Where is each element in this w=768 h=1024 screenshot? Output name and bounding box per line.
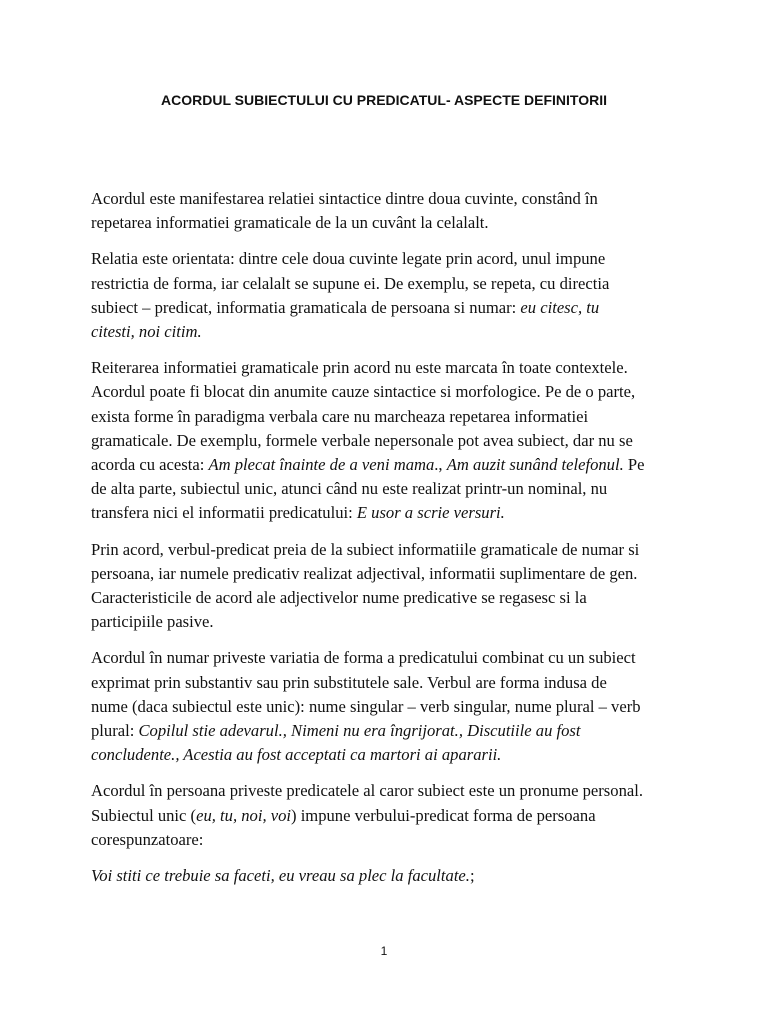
text-run: Acordul în numar priveste variatia de forma a predicatului combinat cu un subiect bbox=[91, 648, 636, 668]
page-number: 1 bbox=[380, 944, 388, 958]
text-run: Prin acord, verbul-predicat preia de la subiect informatiile gramaticale de numar si bbox=[91, 539, 640, 559]
italic-example-text: Voi stiti ce trebuie sa faceti, eu vreau sa plec la facultate. bbox=[91, 866, 470, 886]
text-run: corespunzatoare: bbox=[91, 829, 204, 849]
text-line bbox=[91, 501, 691, 525]
text-run: plural: bbox=[91, 721, 139, 741]
text-line bbox=[91, 247, 691, 271]
text-line bbox=[91, 779, 691, 803]
text-run: restrictia de forma, iar celalalt se supune ei. De exemplu, se repeta, cu directia bbox=[91, 273, 610, 293]
italic-example-text: concludente., Acestia au fost acceptati ca martori ai apararii. bbox=[91, 745, 502, 765]
text-run: exista forme în paradigma verbala care nu marcheaza repetarea informatiei bbox=[91, 406, 589, 426]
text-line bbox=[91, 380, 691, 404]
text-run: nume (daca subiectul este unic): nume singular – verb singular, nume plural – verb bbox=[91, 696, 641, 716]
text-line bbox=[91, 211, 691, 235]
paragraph bbox=[91, 356, 691, 525]
text-run: ; bbox=[469, 866, 475, 886]
document-body bbox=[91, 187, 691, 900]
italic-example-text: eu, tu, noi, voi bbox=[196, 805, 292, 825]
text-run: repetarea informatiei gramaticale de la un cuvânt la celalalt. bbox=[91, 213, 489, 233]
text-line bbox=[91, 671, 691, 695]
text-run: Acordul este manifestarea relatiei sintactice dintre doua cuvinte, constând în bbox=[91, 189, 598, 208]
text-line bbox=[91, 429, 691, 453]
text-line bbox=[91, 320, 691, 344]
text-run: gramaticale. De exemplu, formele verbale nepersonale pot avea subiect, dar nu se bbox=[91, 430, 633, 450]
text-line bbox=[91, 356, 691, 380]
text-line bbox=[91, 296, 691, 320]
text-run: acorda cu acesta: bbox=[91, 455, 209, 475]
text-run: Caracteristicile de acord ale adjectivelor nume predicative se regasesc si la bbox=[91, 588, 587, 608]
text-line bbox=[91, 719, 691, 743]
text-run: Acordul poate fi blocat din anumite cauze sintactice si morfologice. Pe de o parte, bbox=[91, 382, 636, 402]
text-run: subiect – predicat, informatia gramaticala de persoana si numar: bbox=[91, 297, 521, 317]
text-run: Acordul în persoana priveste predicatele al caror subiect este un pronume personal. bbox=[91, 781, 643, 801]
italic-example-text: Am plecat înainte de a veni mama bbox=[208, 455, 435, 475]
text-run: ) impune verbului-predicat forma de persoana bbox=[291, 805, 596, 825]
italic-example-text: eu citesc, tu bbox=[520, 297, 600, 317]
text-line bbox=[91, 743, 691, 767]
text-run: participiile pasive. bbox=[91, 612, 214, 632]
document-title: ACORDUL SUBIECTULUI CU PREDICATUL- ASPECTE DEFINITORII bbox=[161, 92, 607, 108]
text-line bbox=[91, 695, 691, 719]
paragraph bbox=[91, 646, 691, 767]
paragraph bbox=[91, 779, 691, 852]
text-run: transfera nici el informatii predicatului: bbox=[91, 503, 357, 523]
text-run: Reiterarea informatiei gramaticale prin acord nu este marcata în toate contextele. bbox=[91, 358, 628, 378]
text-run: Relatia este orientata: dintre cele doua cuvinte legate prin acord, unul impune bbox=[91, 249, 606, 269]
text-line bbox=[91, 477, 691, 501]
paragraph bbox=[91, 864, 691, 888]
text-line bbox=[91, 828, 691, 852]
paragraph bbox=[91, 187, 691, 235]
text-run: de alta parte, subiectul unic, atunci când nu este realizat printr-un nominal, nu bbox=[91, 479, 608, 499]
text-run: ., bbox=[434, 455, 447, 475]
text-line bbox=[91, 646, 691, 670]
text-line bbox=[91, 538, 691, 562]
italic-example-text: Am auzit sunând telefonul. bbox=[446, 455, 624, 475]
paragraph bbox=[91, 538, 691, 635]
text-line bbox=[91, 586, 691, 610]
text-run: Pe bbox=[623, 455, 645, 475]
italic-example-text: E usor a scrie versuri. bbox=[356, 503, 505, 523]
text-line bbox=[91, 610, 691, 634]
text-line bbox=[91, 562, 691, 586]
italic-example-text: Copilul stie adevarul., Nimeni nu era îngrijorat., Discutiile au fost bbox=[138, 721, 581, 741]
italic-example-text: citesti, noi citim. bbox=[91, 322, 202, 342]
text-line bbox=[91, 272, 691, 296]
text-run: persoana, iar numele predicativ realizat adjectival, informatii suplimentare de gen. bbox=[91, 563, 638, 583]
text-line bbox=[91, 453, 691, 477]
text-line bbox=[91, 405, 691, 429]
paragraph bbox=[91, 247, 691, 344]
text-line bbox=[91, 187, 691, 211]
text-line bbox=[91, 864, 691, 888]
text-line bbox=[91, 804, 691, 828]
text-run: Subiectul unic ( bbox=[91, 805, 197, 825]
text-run: exprimat prin substantiv sau prin substitutele sale. Verbul are forma indusa de bbox=[91, 672, 607, 692]
